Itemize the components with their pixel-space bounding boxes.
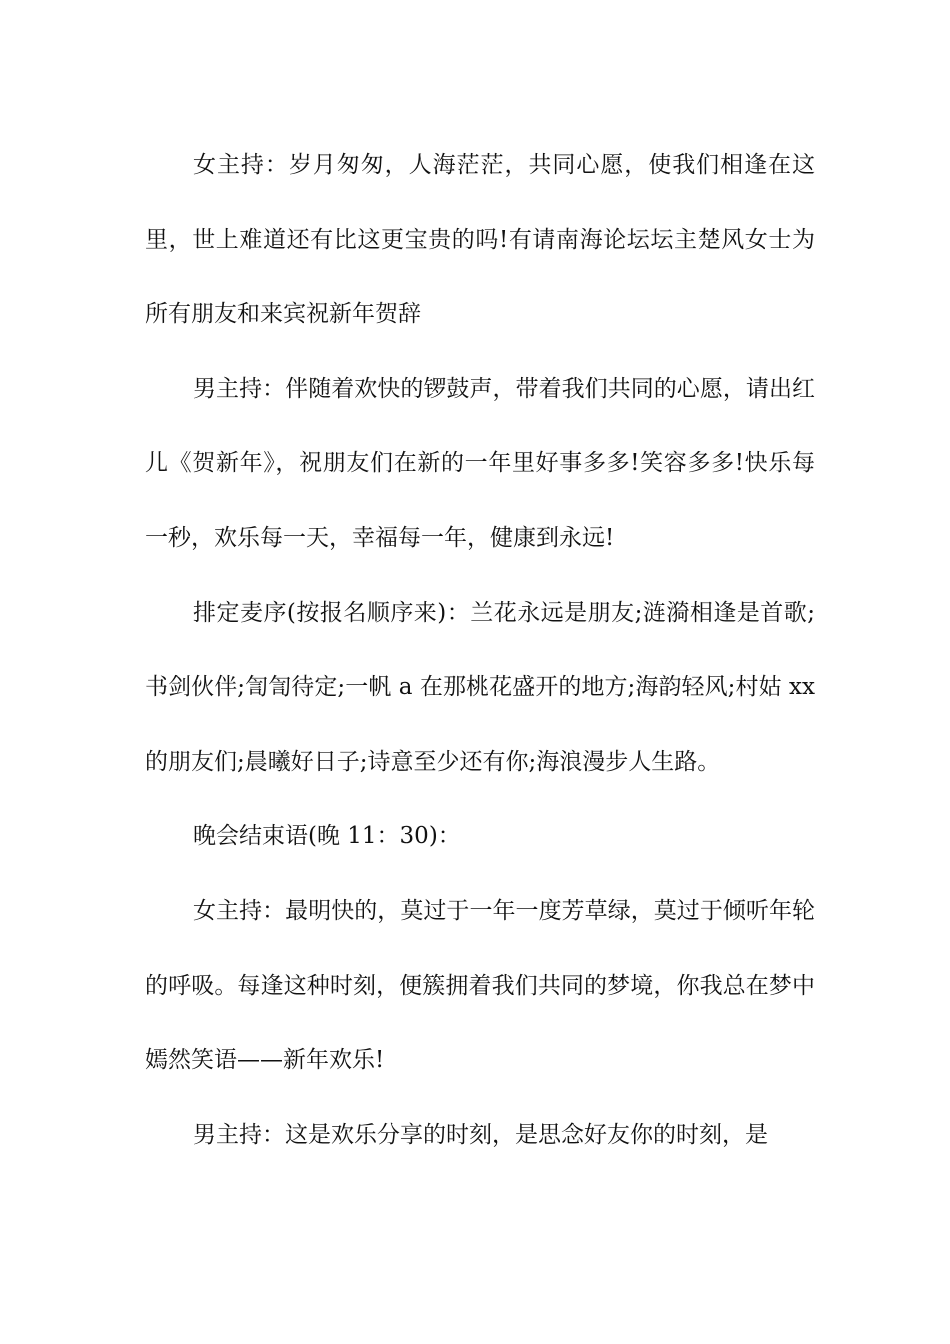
paragraph-song-order: 排定麦序(按报名顺序来)：兰花永远是朋友;涟漪相逢是首歌;书剑伙伴;訇訇待定;一帆 a 在那桃花盛开的地方;海韵轻风;村姑 xx 的朋友们;晨曦好日子;诗意至少还有你;海浪漫步人生路。 bbox=[145, 599, 815, 775]
document-body bbox=[145, 128, 815, 1172]
paragraph-female-host-closing: 女主持：最明快的，莫过于一年一度芳草绿，莫过于倾听年轮的呼吸。每逢这种时刻，便簇拥着我们共同的梦境，你我总在梦中嫣然笑语——新年欢乐! bbox=[145, 897, 815, 1074]
paragraph-male-host-new-year: 男主持：伴随着欢快的锣鼓声，带着我们共同的心愿，请出红儿《贺新年》，祝朋友们在新的一年里好事多多!笑容多多!快乐每一秒，欢乐每一天，幸福每一年，健康到永远! bbox=[145, 375, 815, 551]
paragraph-male-host-closing: 男主持：这是欢乐分享的时刻，是思念好友你的时刻，是 bbox=[193, 1121, 768, 1148]
paragraph-female-host-welcome: 女主持：岁月匆匆，人海茫茫，共同心愿，使我们相逢在这里，世上难道还有比这更宝贵的吗!有请南海论坛坛主楚风女士为所有朋友和来宾祝新年贺辞 bbox=[145, 152, 815, 328]
paragraph-closing-heading: 晚会结束语(晚 11：30)： bbox=[193, 823, 461, 850]
